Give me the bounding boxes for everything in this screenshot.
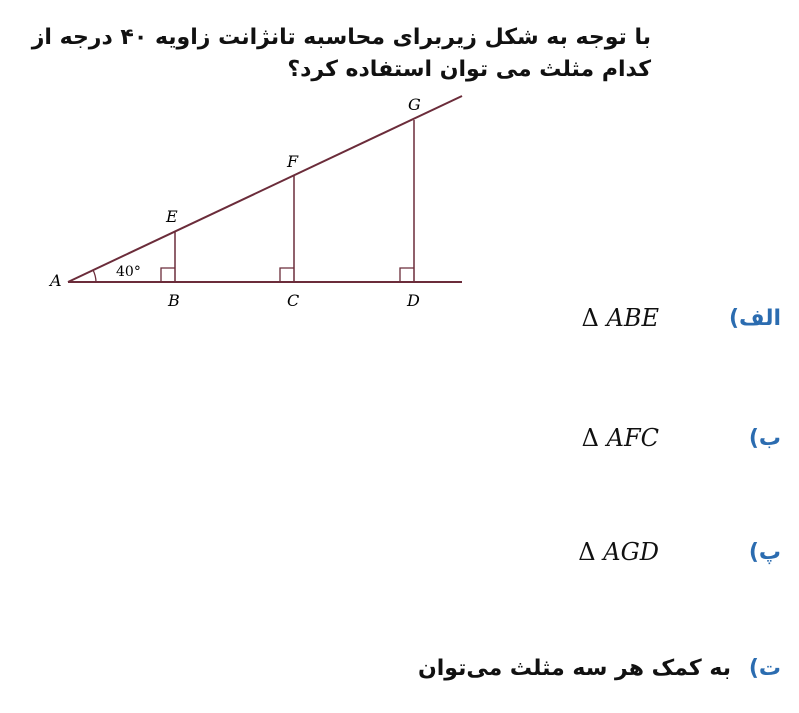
triangle-figure: [40, 90, 480, 324]
option-te[interactable]: [0, 654, 799, 690]
delta-symbol: Δ: [581, 424, 599, 452]
option-letter: ب): [748, 426, 781, 451]
figure-svg: [40, 90, 480, 320]
angle-label: 40°: [116, 264, 141, 280]
triangle-name: AFC: [606, 424, 659, 452]
angle-arc: [93, 270, 96, 282]
option-pe[interactable]: [0, 538, 799, 574]
option-expression: [582, 304, 659, 332]
label-F: F: [287, 152, 299, 171]
right-angle-C: [280, 268, 294, 282]
option-letter: الف): [728, 306, 781, 331]
option-letter: پ): [748, 540, 781, 565]
triangle-name: AGD: [603, 538, 659, 566]
option-letter: ت): [748, 656, 781, 681]
option-text: به کمک هر سه مثلث می‌توان: [417, 656, 731, 681]
right-angle-B: [161, 268, 175, 282]
delta-symbol: Δ: [578, 538, 596, 566]
triangle-name: ABE: [606, 304, 659, 332]
label-E: E: [166, 207, 178, 226]
label-B: B: [168, 291, 180, 310]
label-D: D: [407, 291, 420, 310]
right-angle-D: [400, 268, 414, 282]
delta-symbol: Δ: [581, 304, 599, 332]
option-expression: [582, 424, 659, 452]
option-expression: [578, 538, 659, 566]
question-text: با توجه به شکل زیربرای محاسبه تانژانت زاویه ۴۰ درجه از کدام مثلث می توان استفاده کرد؟: [31, 25, 651, 82]
label-G: G: [408, 95, 421, 114]
option-alef[interactable]: [0, 304, 799, 340]
option-be[interactable]: [0, 424, 799, 460]
label-C: C: [287, 291, 300, 310]
label-A: A: [50, 271, 62, 290]
sloped-line: [68, 96, 462, 282]
